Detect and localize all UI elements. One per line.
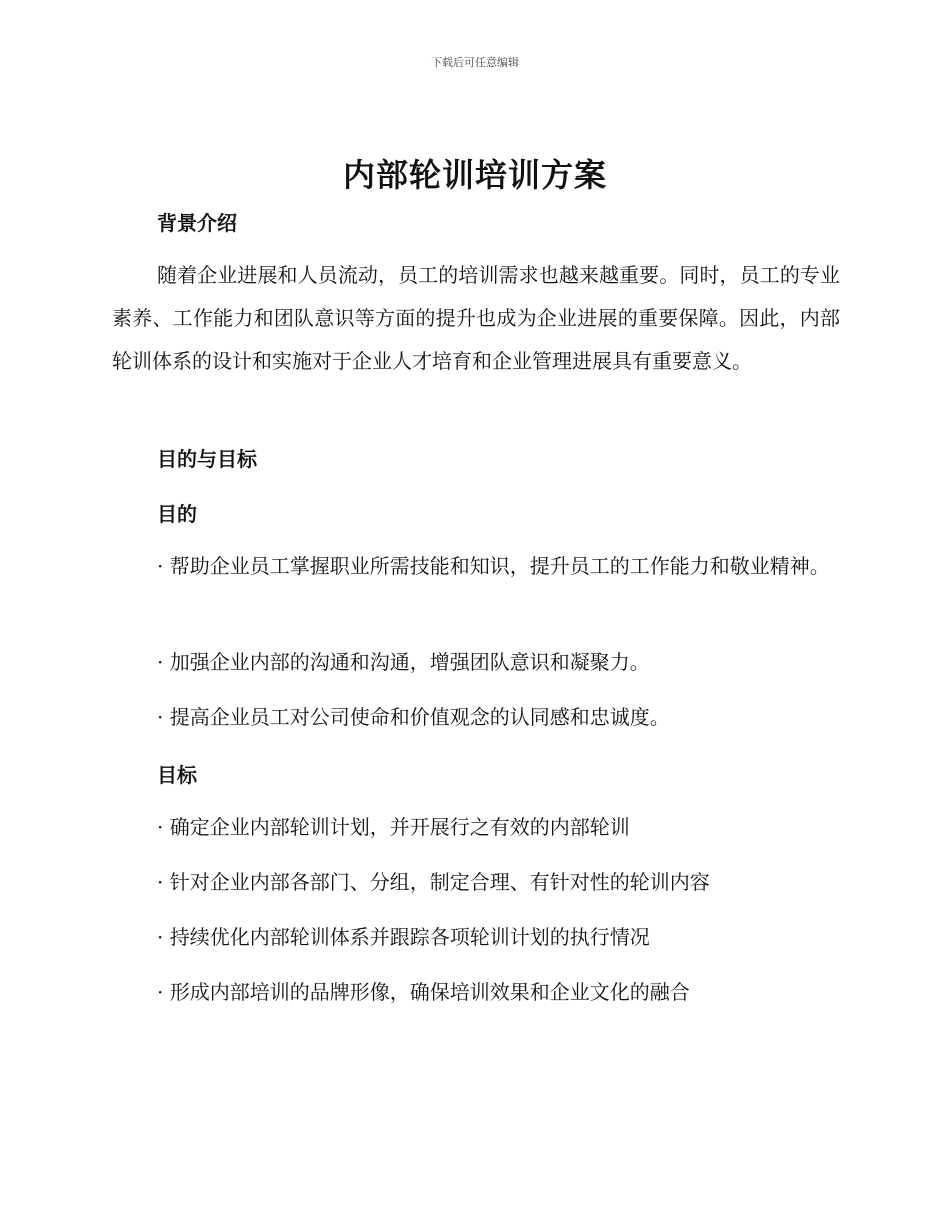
goal-item-1: · 确定企业内部轮训计划，并开展行之有效的内部轮训 [157,815,630,839]
heading-background: 背景介绍 [157,211,237,235]
purpose-item-3: · 提高企业员工对公司使命和价值观念的认同感和忠诚度。 [157,705,670,729]
goal-item-4: · 形成内部培训的品牌形像，确保培训效果和企业文化的融合 [157,980,690,1004]
heading-goals: 目标 [157,763,197,787]
purpose-item-1: · 帮助企业员工掌握职业所需技能和知识，提升员工的工作能力和敬业精神。 [157,554,830,578]
heading-purpose: 目的 [157,502,197,526]
page-header-note: 下载后可任意编辑 [431,56,519,69]
heading-purpose-goals: 目的与目标 [157,447,257,471]
paragraph-background: 随着企业进展和人员流动，员工的培训需求也越来越重要。同时，员工的专业素养、工作能力和团队意识等方面的提升也成为企业进展的重要保障。因此，内部轮训体系的设计和实施对于企业人才培育和企业管理进展具有重要意义。 [112,263,840,373]
goal-item-2: · 针对企业内部各部门、分组，制定合理、有针对性的轮训内容 [157,870,710,894]
document-title: 内部轮训培训方案 [342,156,607,194]
purpose-item-2: · 加强企业内部的沟通和沟通，增强团队意识和凝聚力。 [157,650,650,674]
goal-item-3: · 持续优化内部轮训体系并跟踪各项轮训计划的执行情况 [157,925,650,949]
